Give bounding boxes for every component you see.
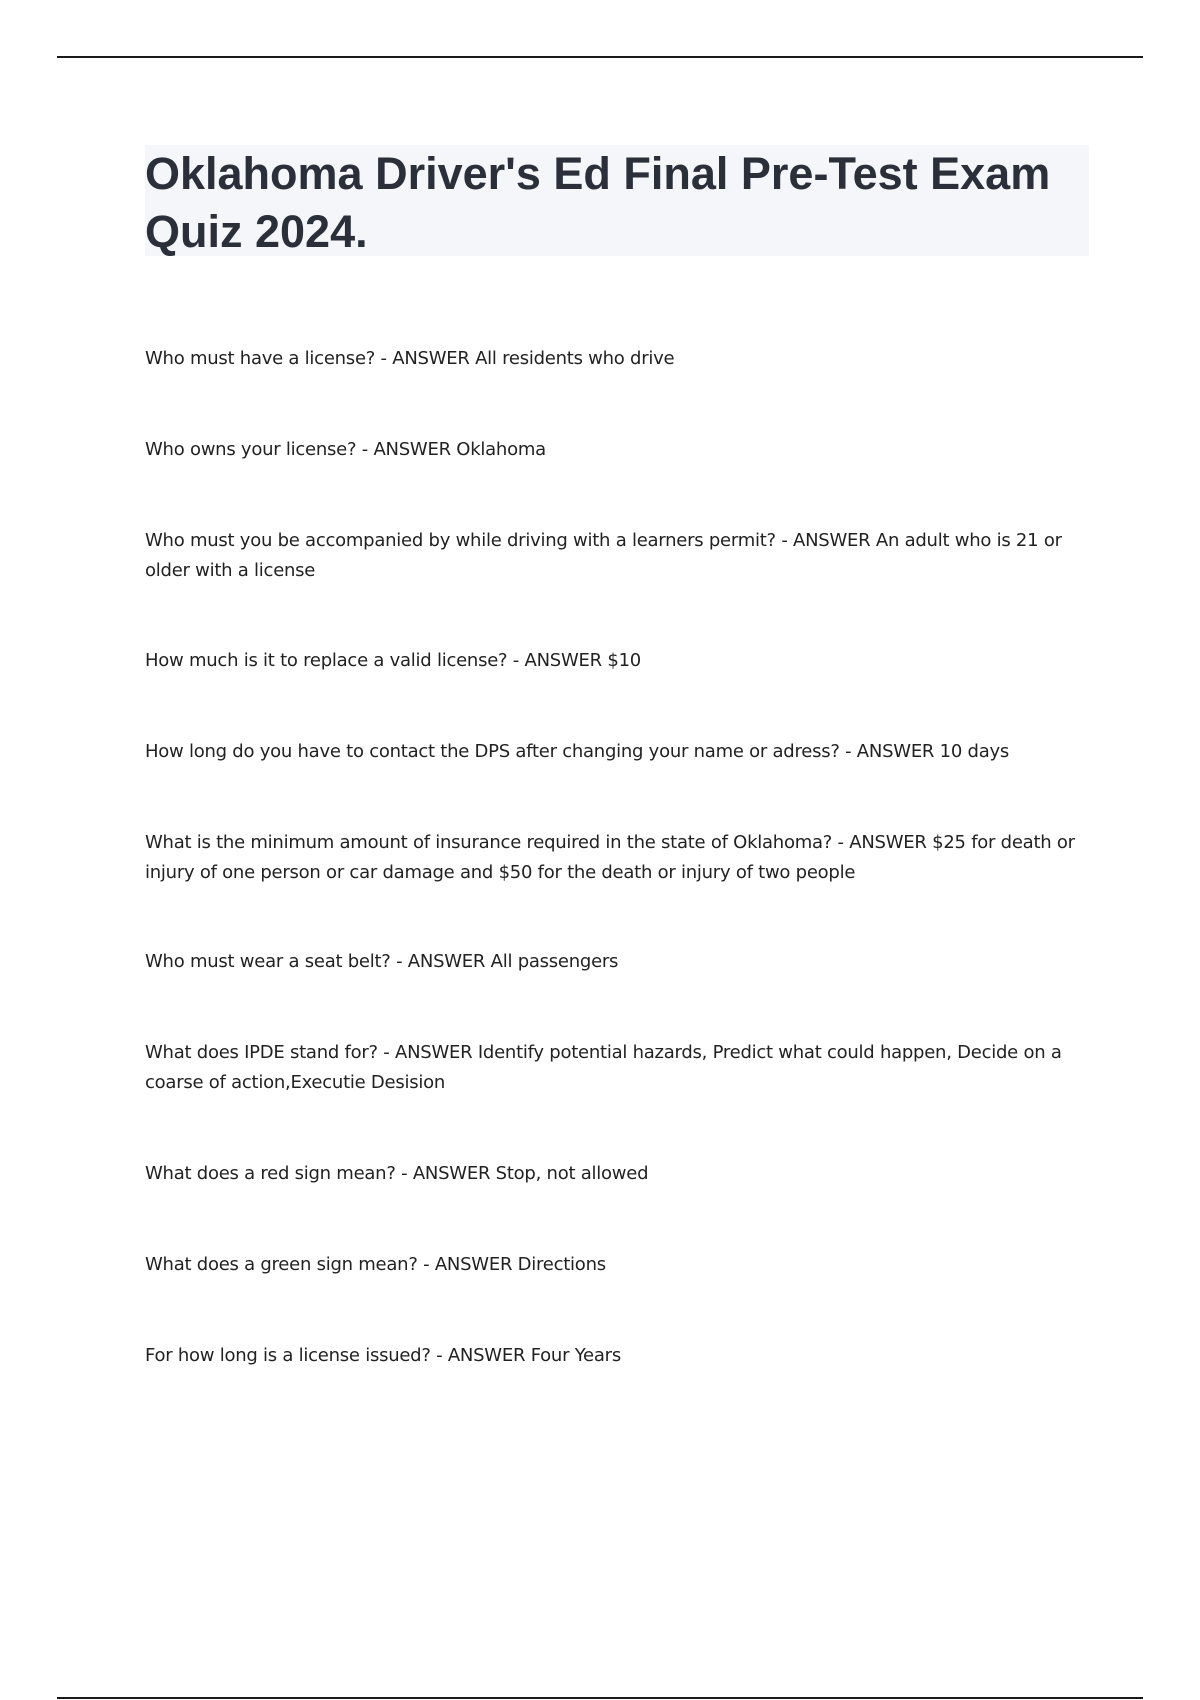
header-divider (57, 56, 1143, 58)
qa-item: Who must you be accompanied by while driving with a learners permit? - ANSWER An adult who is 21 or older with a license (145, 530, 1062, 581)
qa-item: How much is it to replace a valid license? - ANSWER $10 (145, 650, 641, 671)
footer-divider (57, 1697, 1143, 1699)
title-banner (145, 145, 1089, 256)
qa-item: Who must have a license? - ANSWER All residents who drive (145, 348, 675, 369)
qa-item: What does a red sign mean? - ANSWER Stop, not allowed (145, 1163, 649, 1184)
qa-item: What does a green sign mean? - ANSWER Directions (145, 1254, 606, 1275)
qa-item: Who owns your license? - ANSWER Oklahoma (145, 439, 546, 460)
qa-item: How long do you have to contact the DPS after changing your name or adress? - ANSWER 10 days (145, 741, 1010, 762)
document-title: Oklahoma Driver's Ed Final Pre-Test Exam Quiz 2024. (145, 148, 1051, 257)
qa-item: What is the minimum amount of insurance required in the state of Oklahoma? - ANSWER $25 for death or injury of one person or car damage and $50 for the death or injury of two people (145, 832, 1075, 883)
qa-item: For how long is a license issued? - ANSWER Four Years (145, 1345, 621, 1366)
qa-item: What does IPDE stand for? - ANSWER Identify potential hazards, Predict what could happen, Decide on a coarse of action,Executie Desision (145, 1042, 1062, 1093)
qa-item: Who must wear a seat belt? - ANSWER All passengers (145, 951, 619, 972)
